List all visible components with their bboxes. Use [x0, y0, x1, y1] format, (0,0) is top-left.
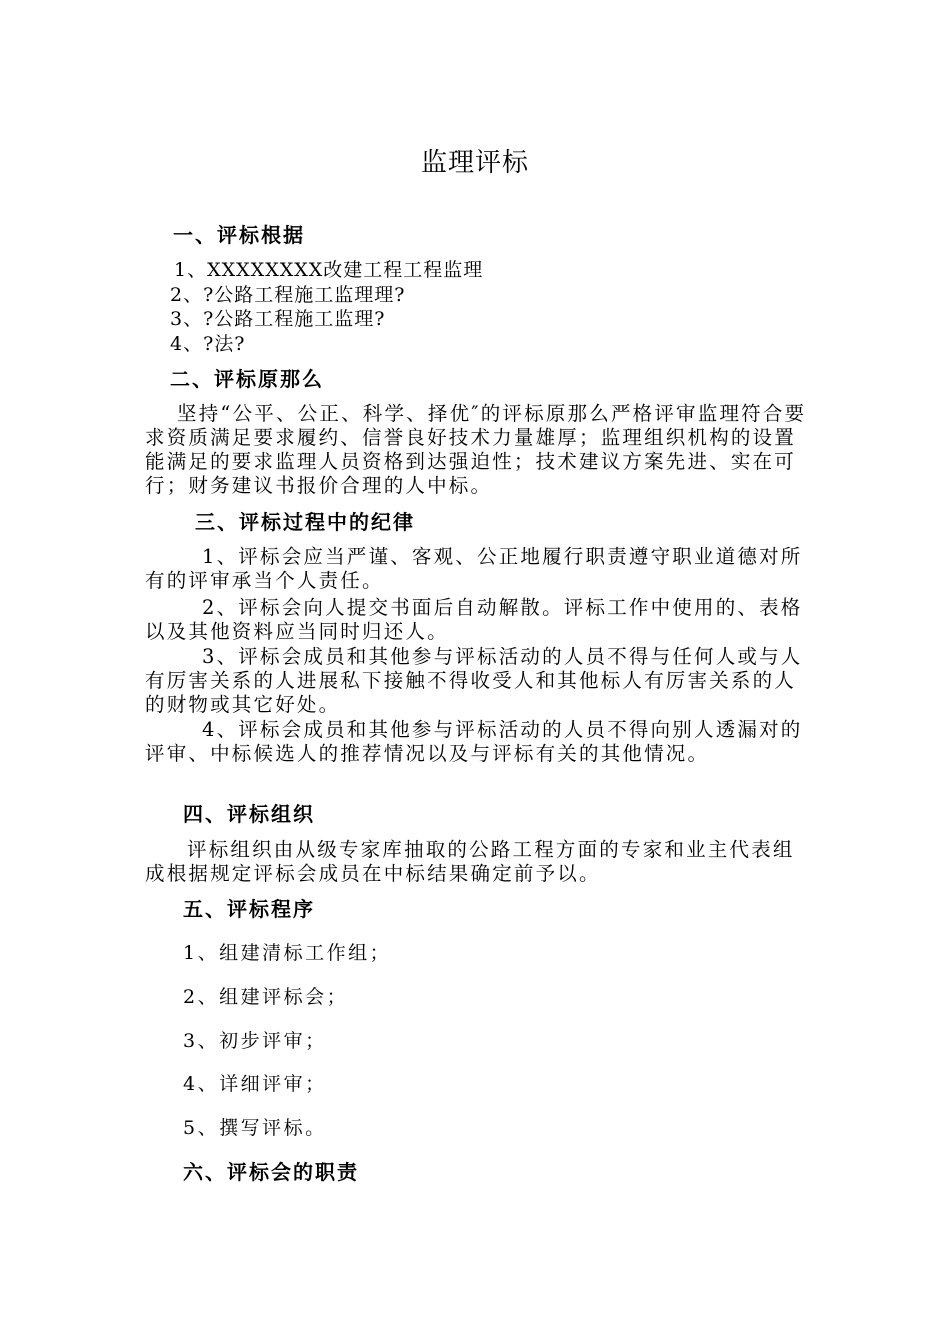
section-1-item-4: 4、?法?: [170, 333, 246, 355]
section-5-step-4: 4、详细评审；: [183, 1073, 327, 1095]
section-3-paragraph-3: 3、评标会成员和其他参与评标活动的人员不得与任何人或与人有厉害关系的人进展私下接触不得收受人和其他标人有厉害关系的人的财物或其它好处。: [145, 645, 803, 716]
section-2-heading: 二、评标原那么: [170, 367, 324, 391]
section-5-step-3: 3、初步评审；: [183, 1030, 327, 1052]
section-1-heading: 一、评标根据: [173, 223, 305, 247]
section-3-paragraph-2: 2、评标会向人提交书面后自动解散。评标工作中使用的、表格以及其他资料应当同时归还人。: [145, 596, 803, 643]
section-5-step-1: 1、组建清标工作组；: [183, 942, 392, 964]
section-5-step-2: 2、组建评标会；: [183, 986, 349, 1008]
section-3-paragraph-1: 1、评标会应当严谨、客观、公正地履行职责遵守职业道德对所有的评审承当个人责任。: [145, 545, 803, 592]
section-1-item-2: 2、?公路工程施工监理理?: [170, 284, 406, 306]
section-3-heading: 三、评标过程中的纪律: [195, 510, 415, 534]
section-4-heading: 四、评标组织: [183, 802, 315, 826]
section-5-heading: 五、评标程序: [183, 897, 315, 921]
section-2-paragraph: 坚持“公平、公正、科学、择优″的评标原那么严格评审监理符合要求资质满足要求履约、信誉良好技术力量雄厚；监理组织机构的设置能满足的要求监理人员资格到达强迫性；技术建议方案先进、实在可行；财务建议书报价合理的人中标。: [145, 402, 807, 497]
section-5-step-5: 5、撰写评标。: [183, 1117, 327, 1139]
section-6-heading: 六、评标会的职责: [183, 1160, 359, 1184]
section-3-paragraph-4: 4、评标会成员和其他参与评标活动的人员不得向别人透漏对的评审、中标候选人的推荐情况以及与评标有关的其他情况。: [145, 718, 803, 765]
section-1-item-1: 1、XXXXXXXX改建工程工程监理: [174, 259, 484, 281]
section-4-paragraph: 评标组织由从级专家库抽取的公路工程方面的专家和业主代表组成根据规定评标会成员在中标结果确定前予以。: [145, 838, 795, 885]
document-title: 监理评标: [420, 148, 529, 178]
section-1-item-3: 3、?公路工程施工监理?: [170, 308, 386, 330]
